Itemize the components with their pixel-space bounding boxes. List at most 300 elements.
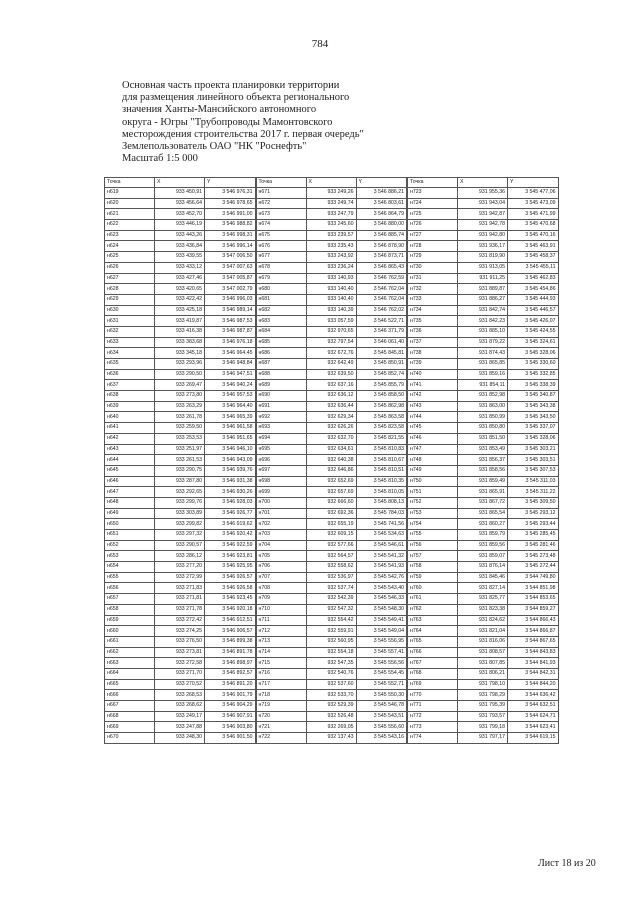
- x-cell: 933 140,93: [306, 273, 356, 284]
- point-cell: н729: [408, 252, 458, 263]
- table-row: [408, 679, 559, 690]
- table-row: [256, 305, 407, 316]
- point-cell: н669: [105, 722, 155, 733]
- point-cell: н626: [105, 262, 155, 273]
- point-cell: н647: [105, 487, 155, 498]
- y-cell: 3 545 471,99: [508, 209, 559, 220]
- point-cell: н733: [408, 294, 458, 305]
- table-row: [256, 209, 407, 220]
- point-cell: н734: [408, 305, 458, 316]
- y-cell: 3 546 926,77: [205, 508, 256, 519]
- point-cell: н716: [256, 668, 306, 679]
- x-cell: 933 450,91: [155, 188, 205, 199]
- point-cell: н732: [408, 284, 458, 295]
- x-cell: 932 558,62: [306, 562, 356, 573]
- point-cell: н751: [408, 487, 458, 498]
- table-row: [256, 658, 407, 669]
- y-cell: 3 545 340,87: [508, 391, 559, 402]
- table-row: [408, 369, 559, 380]
- table-row: [408, 465, 559, 476]
- point-cell: н748: [408, 455, 458, 466]
- x-cell: 933 245,60: [306, 220, 356, 231]
- x-cell: 933 140,39: [306, 305, 356, 316]
- y-cell: 3 546 931,38: [205, 476, 256, 487]
- point-cell: н640: [105, 412, 155, 423]
- table-row: [408, 540, 559, 551]
- point-cell: н770: [408, 690, 458, 701]
- y-cell: 3 545 543,51: [356, 711, 407, 722]
- x-cell: 933 268,53: [155, 690, 205, 701]
- table-row: [105, 305, 256, 316]
- point-cell: н745: [408, 423, 458, 434]
- x-cell: 933 261,78: [155, 412, 205, 423]
- x-cell: 932 533,70: [306, 690, 356, 701]
- table-row: [256, 519, 407, 530]
- y-cell: 3 546 891,20: [205, 679, 256, 690]
- y-cell: 3 546 987,53: [205, 316, 256, 327]
- point-cell: н763: [408, 615, 458, 626]
- point-cell: н679: [256, 273, 306, 284]
- point-cell: н656: [105, 583, 155, 594]
- table-row: [256, 508, 407, 519]
- point-cell: н677: [256, 252, 306, 263]
- x-cell: 932 640,38: [306, 455, 356, 466]
- point-cell: н756: [408, 540, 458, 551]
- point-cell: н666: [105, 690, 155, 701]
- y-cell: 3 546 928,03: [205, 497, 256, 508]
- table-row: [408, 348, 559, 359]
- y-cell: 3 545 808,13: [356, 497, 407, 508]
- x-cell: 931 854,11: [458, 380, 508, 391]
- y-cell: 3 545 556,60: [356, 722, 407, 733]
- table-row: [105, 423, 256, 434]
- x-cell: 933 251,97: [155, 444, 205, 455]
- table-row: [256, 615, 407, 626]
- y-cell: 3 545 546,78: [356, 701, 407, 712]
- x-cell: 931 851,50: [458, 433, 508, 444]
- table-row: [256, 423, 407, 434]
- table-row: [105, 230, 256, 241]
- x-cell: 933 268,62: [155, 701, 205, 712]
- point-cell: н652: [105, 540, 155, 551]
- x-cell: 933 425,18: [155, 305, 205, 316]
- table-row: [408, 326, 559, 337]
- y-cell: 3 546 946,10: [205, 444, 256, 455]
- x-cell: 932 636,44: [306, 401, 356, 412]
- table-row: [105, 273, 256, 284]
- x-cell: 933 247,79: [306, 209, 356, 220]
- point-cell: н739: [408, 359, 458, 370]
- table-row: [408, 444, 559, 455]
- point-cell: н625: [105, 252, 155, 263]
- table-row: [256, 668, 407, 679]
- point-cell: н651: [105, 530, 155, 541]
- table-row: [256, 348, 407, 359]
- y-cell: 3 547 005,87: [205, 273, 256, 284]
- y-cell: 3 544 843,83: [508, 647, 559, 658]
- x-cell: 933 271,70: [155, 668, 205, 679]
- x-cell: 933 286,12: [155, 551, 205, 562]
- x-cell: 931 860,27: [458, 519, 508, 530]
- point-cell: н720: [256, 711, 306, 722]
- point-cell: н648: [105, 497, 155, 508]
- table-row: [256, 701, 407, 712]
- x-cell: 933 057,59: [306, 316, 356, 327]
- x-cell: 933 439,55: [155, 252, 205, 263]
- table-row: [256, 562, 407, 573]
- x-cell: 932 542,39: [306, 594, 356, 605]
- point-cell: н627: [105, 273, 155, 284]
- x-cell: 931 795,39: [458, 701, 508, 712]
- x-cell: 933 420,65: [155, 284, 205, 295]
- point-cell: н664: [105, 668, 155, 679]
- table-row: [256, 444, 407, 455]
- y-cell: 3 546 925,95: [205, 562, 256, 573]
- point-cell: н678: [256, 262, 306, 273]
- y-cell: 3 546 904,29: [205, 701, 256, 712]
- point-cell: н707: [256, 572, 306, 583]
- point-cell: н737: [408, 337, 458, 348]
- x-cell: 931 863,00: [458, 401, 508, 412]
- y-cell: 3 546 885,74: [356, 230, 407, 241]
- point-cell: н624: [105, 241, 155, 252]
- y-cell: 3 545 307,53: [508, 465, 559, 476]
- y-cell: 3 545 541,93: [356, 562, 407, 573]
- table-row: [256, 220, 407, 231]
- x-cell: 932 137,43: [306, 733, 356, 744]
- y-cell: 3 546 912,51: [205, 615, 256, 626]
- x-cell: 931 943,04: [458, 198, 508, 209]
- table-row: [105, 391, 256, 402]
- x-cell: 931 825,77: [458, 594, 508, 605]
- table-row: [256, 733, 407, 744]
- table-row: [256, 626, 407, 637]
- y-cell: 3 546 919,62: [205, 519, 256, 530]
- point-cell: н773: [408, 722, 458, 733]
- x-cell: 932 652,69: [306, 476, 356, 487]
- x-cell: 931 885,10: [458, 326, 508, 337]
- y-cell: 3 545 343,38: [508, 401, 559, 412]
- table-row: [408, 230, 559, 241]
- table-row: [105, 252, 256, 263]
- y-cell: 3 545 337,07: [508, 423, 559, 434]
- x-cell: 931 865,85: [458, 359, 508, 370]
- point-cell: н657: [105, 594, 155, 605]
- point-cell: н752: [408, 497, 458, 508]
- y-cell: 3 546 926,58: [205, 583, 256, 594]
- point-cell: н654: [105, 562, 155, 573]
- x-cell: 931 859,79: [458, 530, 508, 541]
- y-cell: 3 546 864,79: [356, 209, 407, 220]
- y-cell: 3 545 328,06: [508, 433, 559, 444]
- y-cell: 3 545 455,11: [508, 262, 559, 273]
- y-cell: 3 545 444,93: [508, 294, 559, 305]
- table-row: [105, 348, 256, 359]
- y-cell: 3 546 906,57: [205, 626, 256, 637]
- y-cell: 3 545 862,98: [356, 401, 407, 412]
- point-cell: н662: [105, 647, 155, 658]
- y-cell: 3 545 810,67: [356, 455, 407, 466]
- x-cell: 933 239,57: [306, 230, 356, 241]
- point-cell: н642: [105, 433, 155, 444]
- y-cell: 3 546 991,00: [205, 209, 256, 220]
- header-y: Y: [508, 178, 559, 188]
- table-row: [408, 433, 559, 444]
- x-cell: 932 672,76: [306, 348, 356, 359]
- x-cell: 933 271,78: [155, 604, 205, 615]
- y-cell: 3 545 554,45: [356, 668, 407, 679]
- y-cell: 3 546 943,09: [205, 455, 256, 466]
- point-cell: н730: [408, 262, 458, 273]
- y-cell: 3 545 858,50: [356, 391, 407, 402]
- header-y: Y: [356, 178, 407, 188]
- point-cell: н708: [256, 583, 306, 594]
- point-cell: н637: [105, 380, 155, 391]
- x-cell: 933 456,64: [155, 198, 205, 209]
- y-cell: 3 545 293,44: [508, 519, 559, 530]
- x-cell: 931 827,14: [458, 583, 508, 594]
- x-cell: 931 807,85: [458, 658, 508, 669]
- table-row: [256, 252, 407, 263]
- table-row: [105, 401, 256, 412]
- y-cell: 3 544 624,71: [508, 711, 559, 722]
- point-cell: н711: [256, 615, 306, 626]
- point-cell: н660: [105, 626, 155, 637]
- point-cell: н672: [256, 198, 306, 209]
- y-cell: 3 544 853,65: [508, 594, 559, 605]
- point-cell: н731: [408, 273, 458, 284]
- point-cell: н644: [105, 455, 155, 466]
- point-cell: н659: [105, 615, 155, 626]
- table-row: [256, 230, 407, 241]
- table-row: [256, 326, 407, 337]
- point-cell: н721: [256, 722, 306, 733]
- y-cell: 3 545 541,32: [356, 551, 407, 562]
- point-cell: н645: [105, 465, 155, 476]
- x-cell: 933 383,68: [155, 337, 205, 348]
- table-row: [105, 701, 256, 712]
- point-cell: н653: [105, 551, 155, 562]
- table-row: [256, 391, 407, 402]
- coordinates-table: [256, 177, 408, 744]
- table-row: [408, 626, 559, 637]
- table-row: [408, 241, 559, 252]
- x-cell: 933 436,84: [155, 241, 205, 252]
- y-cell: 3 546 865,43: [356, 262, 407, 273]
- point-cell: н750: [408, 476, 458, 487]
- y-cell: 3 546 988,82: [205, 220, 256, 231]
- table-row: [105, 241, 256, 252]
- y-cell: 3 546 923,81: [205, 551, 256, 562]
- y-cell: 3 545 293,12: [508, 508, 559, 519]
- point-cell: н746: [408, 433, 458, 444]
- x-cell: 931 936,17: [458, 241, 508, 252]
- point-cell: н670: [105, 733, 155, 744]
- table-row: [256, 476, 407, 487]
- y-cell: 3 545 823,58: [356, 423, 407, 434]
- x-cell: 931 859,56: [458, 540, 508, 551]
- point-cell: н709: [256, 594, 306, 605]
- x-cell: 933 248,30: [155, 733, 205, 744]
- x-cell: 933 290,75: [155, 465, 205, 476]
- table-row: [105, 337, 256, 348]
- point-cell: н717: [256, 679, 306, 690]
- y-cell: 3 546 989,14: [205, 305, 256, 316]
- table-row: [105, 316, 256, 327]
- point-cell: н753: [408, 508, 458, 519]
- point-cell: н636: [105, 369, 155, 380]
- table-row: [105, 487, 256, 498]
- coordinates-tables: [104, 177, 556, 744]
- x-cell: 932 536,97: [306, 572, 356, 583]
- x-cell: 931 942,78: [458, 220, 508, 231]
- point-cell: н621: [105, 209, 155, 220]
- table-row: [256, 198, 407, 209]
- x-cell: 933 287,80: [155, 476, 205, 487]
- point-cell: н661: [105, 636, 155, 647]
- point-cell: н762: [408, 604, 458, 615]
- point-cell: н623: [105, 230, 155, 241]
- y-cell: 3 546 922,59: [205, 540, 256, 551]
- x-cell: 931 819,90: [458, 252, 508, 263]
- y-cell: 3 546 803,61: [356, 198, 407, 209]
- point-cell: н743: [408, 401, 458, 412]
- table-row: [408, 583, 559, 594]
- y-cell: 3 545 311,22: [508, 487, 559, 498]
- table-row: [105, 594, 256, 605]
- y-cell: 3 545 855,79: [356, 380, 407, 391]
- x-cell: 933 247,88: [155, 722, 205, 733]
- y-cell: 3 545 546,61: [356, 540, 407, 551]
- table-row: [105, 604, 256, 615]
- table-row: [105, 540, 256, 551]
- x-cell: 933 345,18: [155, 348, 205, 359]
- point-cell: н633: [105, 337, 155, 348]
- y-cell: 3 546 522,71: [356, 316, 407, 327]
- point-cell: н689: [256, 380, 306, 391]
- table-row: [408, 508, 559, 519]
- y-cell: 3 545 285,45: [508, 530, 559, 541]
- point-cell: н667: [105, 701, 155, 712]
- x-cell: 933 263,29: [155, 401, 205, 412]
- y-cell: 3 545 311,03: [508, 476, 559, 487]
- x-cell: 932 526,48: [306, 711, 356, 722]
- point-cell: н744: [408, 412, 458, 423]
- y-cell: 3 545 534,63: [356, 530, 407, 541]
- x-cell: 933 272,99: [155, 572, 205, 583]
- x-cell: 933 443,26: [155, 230, 205, 241]
- table-row: [105, 711, 256, 722]
- point-cell: н704: [256, 540, 306, 551]
- header-y: Y: [205, 178, 256, 188]
- point-cell: н619: [105, 188, 155, 199]
- table-row: [408, 647, 559, 658]
- point-cell: н688: [256, 369, 306, 380]
- x-cell: 933 249,74: [306, 198, 356, 209]
- table-row: [408, 668, 559, 679]
- x-cell: 931 879,22: [458, 337, 508, 348]
- heading-line: Масштаб 1:5 000: [122, 153, 198, 165]
- point-cell: н681: [256, 294, 306, 305]
- x-cell: 933 249,26: [306, 188, 356, 199]
- y-cell: 3 545 549,04: [356, 626, 407, 637]
- x-cell: 931 845,46: [458, 572, 508, 583]
- x-cell: 931 806,21: [458, 668, 508, 679]
- x-cell: 931 823,38: [458, 604, 508, 615]
- point-cell: н712: [256, 626, 306, 637]
- x-cell: 931 889,87: [458, 284, 508, 295]
- x-cell: 931 816,06: [458, 636, 508, 647]
- x-cell: 931 859,49: [458, 476, 508, 487]
- table-header-row: [105, 178, 256, 188]
- point-cell: н765: [408, 636, 458, 647]
- point-cell: н715: [256, 658, 306, 669]
- x-cell: 933 274,25: [155, 626, 205, 637]
- x-cell: 931 942,87: [458, 209, 508, 220]
- x-cell: 933 236,24: [306, 262, 356, 273]
- point-cell: н690: [256, 391, 306, 402]
- table-row: [105, 465, 256, 476]
- point-cell: н767: [408, 658, 458, 669]
- point-cell: н641: [105, 423, 155, 434]
- coordinates-table: [104, 177, 256, 744]
- y-cell: 3 545 458,37: [508, 252, 559, 263]
- y-cell: 3 544 619,15: [508, 733, 559, 744]
- table-row: [408, 497, 559, 508]
- point-cell: н703: [256, 530, 306, 541]
- heading-line: округа - Югры "Трубопроводы Мамонтовского: [122, 116, 333, 128]
- y-cell: 3 546 947,51: [205, 369, 256, 380]
- table-row: [256, 188, 407, 199]
- x-cell: 932 609,15: [306, 530, 356, 541]
- point-cell: н724: [408, 198, 458, 209]
- x-cell: 933 272,58: [155, 658, 205, 669]
- point-cell: н757: [408, 551, 458, 562]
- y-cell: 3 546 762,59: [356, 273, 407, 284]
- x-cell: 932 626,26: [306, 423, 356, 434]
- x-cell: 931 942,80: [458, 230, 508, 241]
- table-row: [256, 487, 407, 498]
- y-cell: 3 545 548,30: [356, 604, 407, 615]
- point-cell: н696: [256, 455, 306, 466]
- x-cell: 933 273,81: [155, 647, 205, 658]
- y-cell: 3 545 850,91: [356, 359, 407, 370]
- point-cell: н634: [105, 348, 155, 359]
- y-cell: 3 544 859,27: [508, 604, 559, 615]
- point-cell: н691: [256, 401, 306, 412]
- y-cell: 3 545 542,76: [356, 572, 407, 583]
- y-cell: 3 546 878,90: [356, 241, 407, 252]
- table-row: [105, 690, 256, 701]
- table-row: [105, 359, 256, 370]
- x-cell: 931 842,74: [458, 305, 508, 316]
- point-cell: н665: [105, 679, 155, 690]
- y-cell: 3 546 964,40: [205, 401, 256, 412]
- y-cell: 3 544 844,20: [508, 679, 559, 690]
- point-cell: н646: [105, 476, 155, 487]
- y-cell: 3 545 303,21: [508, 444, 559, 455]
- y-cell: 3 546 978,65: [205, 198, 256, 209]
- table-row: [105, 455, 256, 466]
- table-row: [105, 412, 256, 423]
- table-row: [256, 316, 407, 327]
- y-cell: 3 545 810,35: [356, 476, 407, 487]
- point-cell: н685: [256, 337, 306, 348]
- coordinates-table: [407, 177, 559, 744]
- y-cell: 3 545 852,74: [356, 369, 407, 380]
- point-cell: н671: [256, 188, 306, 199]
- header-point: Точка: [105, 178, 155, 188]
